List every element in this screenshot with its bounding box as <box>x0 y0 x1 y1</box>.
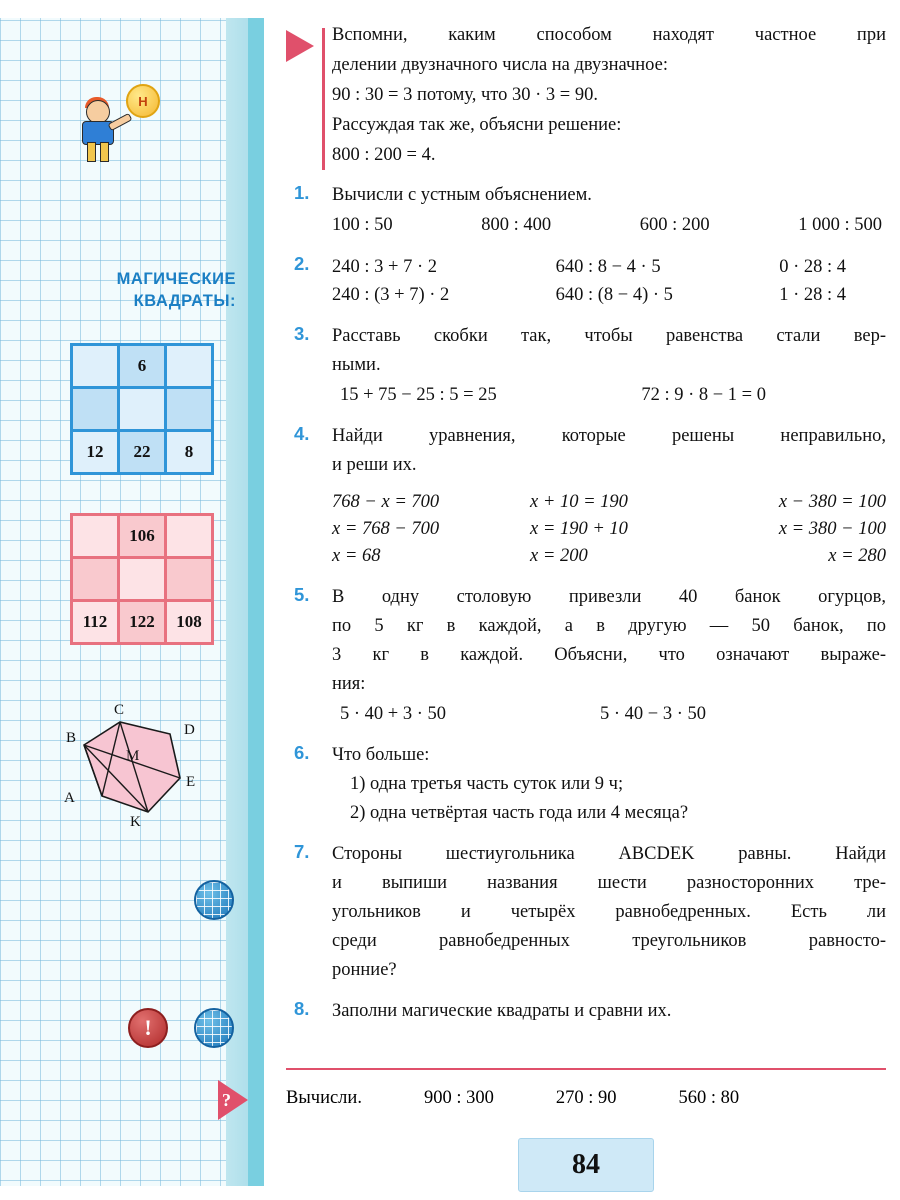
expression: 640 : 8 − 4 · 5 <box>555 257 661 277</box>
magic-square-pink <box>70 513 214 645</box>
intro-line-5: 800 : 200 = 4. <box>332 145 436 165</box>
task-3-expressions <box>332 381 886 409</box>
expression: 5 · 40 + 3 · 50 <box>340 704 447 724</box>
cell <box>73 346 117 386</box>
task-5-line-3: 3 кг в каждой. Объясни, что означают выраже- <box>332 645 886 665</box>
boy-arm <box>108 113 133 131</box>
equation: x + 10 = 190 <box>530 492 628 512</box>
task-4-line-2: и реши их. <box>332 455 417 475</box>
task-5-line-2: по 5 кг в каждой, а в другую — 50 банок, по <box>332 616 886 636</box>
boy-illustration <box>78 92 168 162</box>
expression: 5 · 40 − 3 · 50 <box>599 704 706 724</box>
task-6-line-1: Что больше: <box>332 745 430 765</box>
task-5 <box>286 584 886 728</box>
expression: 240 : 3 + 7 · 2 <box>332 257 437 277</box>
task-3-number: 3. <box>294 323 310 344</box>
recall-triangle-icon <box>286 30 314 62</box>
equation: x = 68 <box>332 546 381 566</box>
task-7-line-3: угольников и четырёх равнобедренных. Есть ли <box>332 902 886 922</box>
task-7-line-2: и выпиши названия шести разносторонних тре- <box>332 873 886 893</box>
task-3 <box>286 323 886 409</box>
equation: x = 200 <box>530 546 588 566</box>
task-7-number: 7. <box>294 841 310 862</box>
expression: 240 : (3 + 7) · 2 <box>332 285 450 305</box>
bottom-exercise-row <box>286 1088 886 1109</box>
cell: 8 <box>167 432 211 472</box>
task-7 <box>286 841 886 984</box>
task-5-number: 5. <box>294 584 310 605</box>
hex-label-C: C <box>114 702 125 718</box>
magic-squares-heading-line2: КВАДРАТЫ: <box>133 292 236 310</box>
question-mark-label: ? <box>222 1090 231 1110</box>
cell <box>120 389 164 429</box>
task-1-text: Вычисли с устным объяснением. <box>332 185 592 205</box>
boy-leg-right <box>100 142 109 162</box>
task-6 <box>286 742 886 827</box>
task-2 <box>286 253 886 309</box>
bottom-label: Вычисли. <box>286 1088 362 1108</box>
hex-label-A: A <box>64 790 75 806</box>
task-4-equations-row-1 <box>332 489 886 516</box>
balloon-icon: Н <box>126 84 160 118</box>
magic-square-blue <box>70 343 214 475</box>
task-1 <box>286 182 886 239</box>
expression: 1 000 : 500 <box>798 215 882 235</box>
task-8-text: Заполни магические квадраты и сравни их. <box>332 1001 672 1021</box>
equation: x = 768 − 700 <box>332 519 440 539</box>
task-1-number: 1. <box>294 182 310 203</box>
bottom-divider <box>286 1068 886 1070</box>
bottom-white-margin <box>0 1186 262 1200</box>
expression: 15 + 75 − 25 : 5 = 25 <box>340 385 497 405</box>
intro-line-3: 90 : 30 = 3 потому, что 30 · 3 = 90. <box>332 85 598 105</box>
task-7-line-4: среди равнобедренных треугольников равносто- <box>332 931 886 951</box>
intro-line-4: Рассуждая так же, объясни решение: <box>332 115 622 135</box>
cell <box>167 389 211 429</box>
lesson-content <box>286 22 886 1027</box>
cell: 122 <box>120 602 164 642</box>
equation: x = 380 − 100 <box>778 519 886 539</box>
task-6-line-3: 2) одна четвёртая часть года или 4 месяца? <box>350 803 689 823</box>
task-4 <box>286 423 886 570</box>
cell <box>73 516 117 556</box>
equation: 768 − x = 700 <box>332 492 440 512</box>
task-4-line-1: Найди уравнения, которые решены неправильно, <box>332 426 886 446</box>
cell <box>167 516 211 556</box>
task-5-line-1: В одну столовую привезли 40 банок огурцов, <box>332 587 886 607</box>
exclamation-icon[interactable]: ! <box>128 1008 168 1048</box>
cell: 22 <box>120 432 164 472</box>
hex-label-M: M <box>126 748 140 764</box>
expression: 1 · 28 : 4 <box>779 285 846 305</box>
hex-label-K: K <box>130 814 141 830</box>
hex-label-B: B <box>66 730 77 746</box>
task-6-line-2: 1) одна третья часть суток или 9 ч; <box>350 774 624 794</box>
cell <box>73 389 117 429</box>
task-1-expressions <box>332 211 886 239</box>
task-2-number: 2. <box>294 253 310 274</box>
task-7-line-5: ронние? <box>332 960 397 980</box>
intro-line-2: делении двузначного числа на двузначное: <box>332 55 668 75</box>
hexagon-figure <box>58 700 238 860</box>
equation: x = 280 <box>828 546 886 566</box>
cell: 106 <box>120 516 164 556</box>
intro-line-1: Вспомни, каким способом находят частное при <box>332 25 886 45</box>
intro-block <box>286 22 886 168</box>
hexagon-svg <box>58 700 238 860</box>
task-2-row-2 <box>332 281 886 309</box>
cell <box>167 346 211 386</box>
task-2-row-1 <box>332 253 886 281</box>
task-4-equations-row-3 <box>332 543 886 570</box>
cell: 108 <box>167 602 211 642</box>
cell <box>73 559 117 599</box>
hex-label-D: D <box>184 722 195 738</box>
equation: x = 190 + 10 <box>530 519 628 539</box>
cell: 6 <box>120 346 164 386</box>
boy-leg-left <box>87 142 96 162</box>
expression: 600 : 200 <box>639 215 710 235</box>
magic-squares-heading <box>58 268 236 312</box>
magic-squares-heading-line1: МАГИЧЕСКИЕ <box>116 270 236 288</box>
expression: 100 : 50 <box>332 215 393 235</box>
page-number: 84 <box>518 1138 654 1192</box>
cell: 112 <box>73 602 117 642</box>
recall-red-bar <box>322 28 325 170</box>
expression: 560 : 80 <box>678 1088 740 1108</box>
top-white-margin <box>0 0 262 18</box>
expression: 900 : 300 <box>423 1088 494 1108</box>
task-4-equations-row-2 <box>332 516 886 543</box>
task-6-number: 6. <box>294 742 310 763</box>
cell <box>167 559 211 599</box>
expression: 640 : (8 − 4) · 5 <box>555 285 673 305</box>
task-7-line-1: Стороны шестиугольника ABCDEK равны. Найди <box>332 844 886 864</box>
task-5-expressions <box>332 700 886 728</box>
task-3-line-2: ными. <box>332 355 381 375</box>
expression: 800 : 400 <box>481 215 552 235</box>
task-8-number: 8. <box>294 998 310 1019</box>
hex-label-E: E <box>186 774 196 790</box>
grid-icon[interactable] <box>194 880 234 920</box>
cell <box>120 559 164 599</box>
task-5-line-4: ния: <box>332 674 366 694</box>
equation: x − 380 = 100 <box>778 492 886 512</box>
task-8 <box>286 998 886 1025</box>
column-divider <box>248 18 264 1186</box>
expression: 270 : 90 <box>555 1088 617 1108</box>
grid-icon[interactable] <box>194 1008 234 1048</box>
expression: 0 · 28 : 4 <box>779 257 846 277</box>
expression: 72 : 9 · 8 − 1 = 0 <box>641 385 766 405</box>
task-4-number: 4. <box>294 423 310 444</box>
cell: 12 <box>73 432 117 472</box>
task-3-line-1: Расставь скобки так, чтобы равенства стали вер- <box>332 326 886 346</box>
